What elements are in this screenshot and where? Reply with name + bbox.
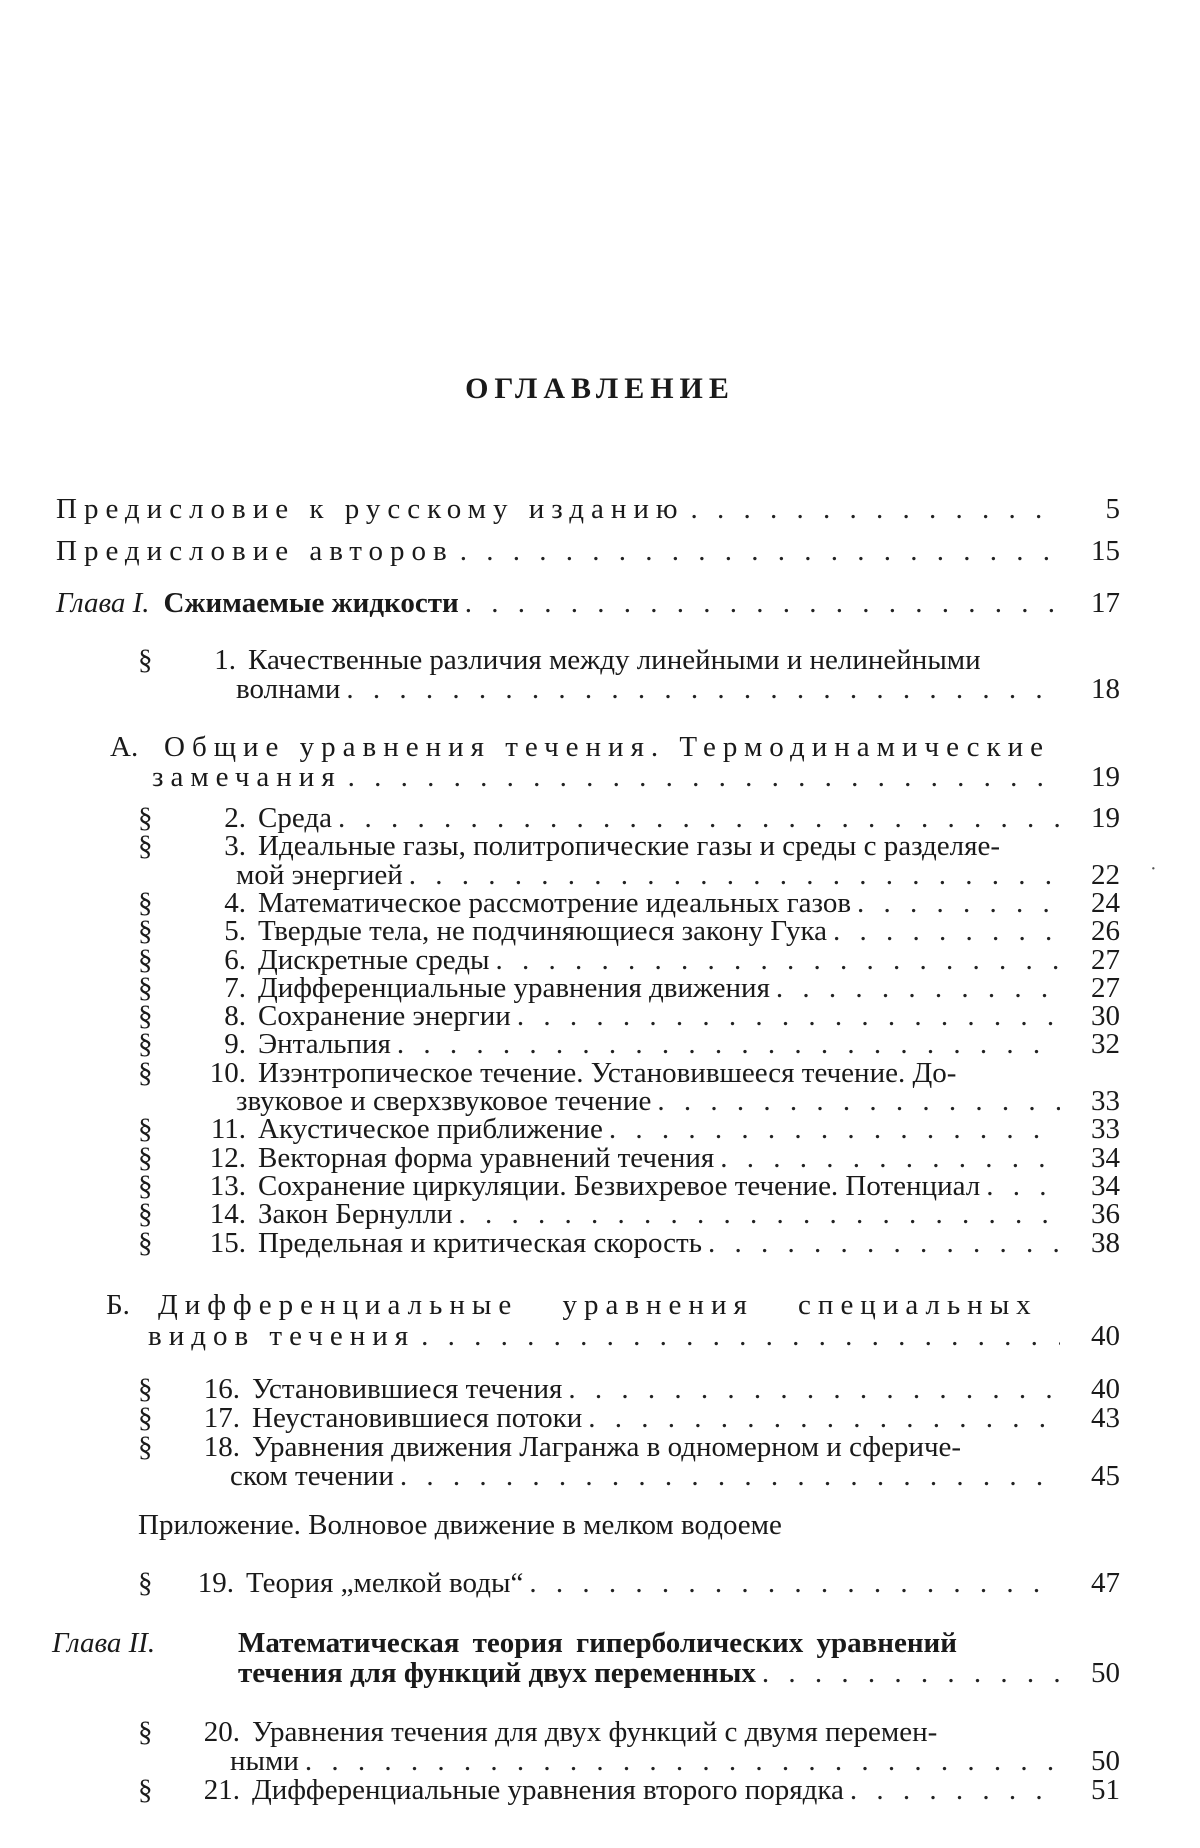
page-number: 26 — [1091, 915, 1120, 948]
dot-leader — [776, 973, 1060, 1003]
page-number: 27 — [1091, 971, 1120, 1004]
toc-section — [138, 1374, 1120, 1404]
toc-section — [138, 1058, 1058, 1088]
section-title: Дифференциальные уравнения второго порядка — [252, 1774, 844, 1806]
toc-section — [138, 1432, 1058, 1462]
toc-section — [138, 1171, 1120, 1201]
dot-leader — [517, 1001, 1060, 1031]
toc-part-b — [106, 1290, 1066, 1320]
toc-part-a — [110, 732, 1070, 762]
dot-leader — [857, 888, 1060, 918]
section-title: Идеальные газы, политропические газы и среды с разделяе- — [258, 830, 1001, 863]
chapter-title: Математическая теория гиперболических уравнений — [238, 1627, 957, 1659]
toc-section — [138, 1001, 1120, 1031]
dot-leader — [568, 1374, 1060, 1404]
section-sign: § — [138, 1056, 153, 1089]
toc-section — [138, 803, 1120, 833]
page-number: 51 — [1091, 1774, 1120, 1806]
toc-section-1 — [138, 645, 1058, 675]
chapter-title: Сжимаемые жидкости — [163, 587, 459, 619]
dot-leader — [397, 1029, 1060, 1059]
section-sign: § — [138, 802, 153, 834]
dot-leader — [465, 588, 1060, 618]
toc-section — [138, 945, 1120, 975]
section-number: 20. — [203, 1716, 240, 1748]
page-number: 33 — [1091, 1085, 1120, 1117]
page-number: 50 — [1091, 1657, 1120, 1689]
dot-leader — [762, 1658, 1060, 1688]
section-title-continuation: ском течении — [230, 1460, 394, 1492]
chapter-prefix: Глава II. — [52, 1627, 156, 1659]
section-number: 12. — [209, 1141, 246, 1174]
dot-leader — [720, 1143, 1060, 1173]
section-sign: § — [138, 886, 153, 919]
page-number: 19 — [1091, 761, 1120, 793]
section-number: 18. — [203, 1431, 240, 1463]
section-title-continuation: мой энергией — [236, 858, 403, 891]
section-sign: § — [138, 1141, 153, 1174]
page-number: 18 — [1091, 673, 1120, 705]
section-number: 10. — [209, 1056, 246, 1089]
dot-leader — [421, 1321, 1060, 1351]
section-title: Векторная форма уравнений течения — [258, 1141, 715, 1174]
toc-section-1-continuation — [236, 674, 1120, 704]
dot-leader — [348, 762, 1060, 792]
section-number: 3. — [224, 830, 246, 863]
part-title: Общие уравнения течения. Термодинамические — [164, 731, 1051, 763]
dot-leader — [986, 1171, 1060, 1201]
dot-leader — [609, 1114, 1060, 1144]
page-number: 36 — [1091, 1198, 1120, 1231]
section-sign: § — [138, 1431, 153, 1463]
part-title: Дифференциальные уравнения специальных — [158, 1289, 1038, 1321]
section-title: Сохранение энергии — [258, 1000, 511, 1033]
page-number: 5 — [1105, 493, 1120, 525]
scan-artifact: · — [1150, 858, 1157, 880]
section-number: 11. — [210, 1113, 246, 1146]
section-number: 15. — [209, 1226, 246, 1259]
appendix-title: Приложение. Волновое движение в мелком водоеме — [138, 1509, 782, 1541]
toc-section-19 — [138, 1568, 1120, 1598]
dot-leader — [346, 674, 1060, 704]
dot-leader — [657, 1086, 1060, 1116]
section-sign: § — [138, 1567, 153, 1599]
dot-leader — [833, 916, 1060, 946]
toc-section-continuation — [230, 1461, 1120, 1491]
toc-part-a-continuation — [152, 762, 1120, 792]
section-title: Твердые тела, не подчиняющиеся закону Гука — [258, 915, 828, 948]
toc-section — [138, 1403, 1120, 1433]
toc-section — [138, 1029, 1120, 1059]
page-number: 45 — [1091, 1460, 1120, 1492]
section-title: Уравнения течения для двух функций с двумя перемен- — [252, 1716, 938, 1748]
page-number: 17 — [1091, 587, 1120, 619]
section-title: Энтальпия — [258, 1028, 391, 1061]
page-number: 50 — [1091, 1745, 1120, 1777]
section-title: Предельная и критическая скорость — [258, 1226, 702, 1259]
section-title: Дифференциальные уравнения движения — [258, 971, 770, 1004]
toc-section — [138, 1775, 1120, 1805]
section-number: 2. — [224, 802, 246, 834]
page-number: 40 — [1091, 1320, 1120, 1352]
page-number: 32 — [1091, 1028, 1120, 1061]
section-title-continuation: ными — [230, 1745, 299, 1777]
section-title: Дискретные среды — [258, 943, 490, 976]
section-title: Уравнения движения Лагранжа в одномерном и сфериче- — [252, 1431, 962, 1463]
section-sign: § — [138, 1000, 153, 1033]
dot-leader — [588, 1403, 1060, 1433]
section-title: Неустановившиеся потоки — [252, 1402, 583, 1434]
toc-section — [138, 1717, 1058, 1747]
section-title: Установившиеся течения — [252, 1373, 563, 1405]
dot-leader — [850, 1775, 1060, 1805]
toc-entry-chapter-1 — [56, 588, 1120, 618]
page-number: 40 — [1091, 1373, 1120, 1405]
section-sign: § — [138, 915, 153, 948]
toc-section — [138, 1114, 1120, 1144]
section-title: Акустическое приближение — [258, 1113, 603, 1146]
toc-section-continuation — [236, 860, 1120, 890]
section-sign: § — [138, 1198, 153, 1231]
section-number: 13. — [209, 1169, 246, 1202]
chapter-prefix: Глава I. — [56, 587, 150, 619]
entry-label: Предисловие к русскому изданию — [56, 493, 685, 525]
part-title-continuation: видов течения — [148, 1320, 416, 1352]
section-sign: § — [138, 943, 153, 976]
section-sign: § — [138, 1716, 153, 1748]
page-number: 24 — [1091, 886, 1120, 919]
page-number: 34 — [1091, 1141, 1120, 1174]
section-sign: § — [138, 830, 153, 863]
section-sign: § — [138, 1226, 153, 1259]
entry-label: Предисловие авторов — [56, 535, 454, 567]
page-number: 30 — [1091, 1000, 1120, 1033]
page-number: 22 — [1091, 858, 1120, 891]
section-title: Изэнтропическое течение. Установившееся течение. До- — [258, 1056, 957, 1089]
toc-entry-chapter-2 — [52, 1628, 1072, 1658]
section-sign: § — [138, 1028, 153, 1061]
section-number: 6. — [224, 943, 246, 976]
chapter-title-continuation: течения для функций двух переменных — [238, 1657, 756, 1689]
section-sign: § — [138, 1402, 153, 1434]
toc-section — [138, 1199, 1120, 1229]
dot-leader — [708, 1228, 1060, 1258]
section-number: 8. — [224, 1000, 246, 1033]
page-number: 34 — [1091, 1169, 1120, 1202]
section-title: Закон Бернулли — [258, 1198, 453, 1231]
dot-leader — [459, 1199, 1060, 1229]
page-number: 15 — [1091, 535, 1120, 567]
dot-leader — [400, 1461, 1060, 1491]
section-number: 16. — [203, 1373, 240, 1405]
toc-section — [138, 1228, 1120, 1258]
section-number: 9. — [224, 1028, 246, 1061]
part-prefix: А. — [110, 731, 139, 763]
toc-part-b-continuation — [148, 1321, 1120, 1351]
section-title: Теория „мелкой воды“ — [246, 1567, 524, 1599]
section-title-continuation: волнами — [236, 673, 341, 705]
dot-leader — [409, 860, 1060, 890]
toc-appendix — [138, 1510, 1038, 1540]
toc-section — [138, 888, 1120, 918]
dot-leader — [338, 803, 1060, 833]
section-title: Сохранение циркуляции. Безвихревое течение. Потенциал — [258, 1169, 981, 1202]
section-number: 1. — [214, 644, 236, 676]
toc-entry-preface-russian — [56, 494, 1120, 524]
section-number: 21. — [203, 1774, 240, 1806]
dot-leader — [496, 945, 1060, 975]
toc-section-continuation — [230, 1746, 1120, 1776]
section-title-continuation: звуковое и сверхзвуковое течение — [236, 1085, 652, 1117]
page-number: 33 — [1091, 1113, 1120, 1146]
toc-entry-chapter-2-continuation — [238, 1658, 1120, 1688]
part-prefix: Б. — [106, 1289, 130, 1321]
page-number: 27 — [1091, 943, 1120, 976]
toc-section-continuation — [236, 1086, 1120, 1116]
dot-leader — [460, 536, 1060, 566]
toc-section — [138, 973, 1120, 1003]
dot-leader — [529, 1568, 1060, 1598]
section-sign: § — [138, 1774, 153, 1806]
section-sign: § — [138, 644, 153, 676]
section-number: 17. — [203, 1402, 240, 1434]
section-sign: § — [138, 1113, 153, 1146]
section-number: 7. — [224, 971, 246, 1004]
section-number: 19. — [197, 1567, 234, 1599]
toc-section — [138, 916, 1120, 946]
toc-section — [138, 1143, 1120, 1173]
section-number: 14. — [209, 1198, 246, 1231]
section-number: 4. — [224, 886, 246, 919]
page-number: 47 — [1091, 1567, 1120, 1599]
page-number: 38 — [1091, 1226, 1120, 1259]
section-sign: § — [138, 1169, 153, 1202]
section-number: 5. — [224, 915, 246, 948]
section-sign: § — [138, 1373, 153, 1405]
part-title-continuation: замечания — [152, 761, 342, 793]
section-sign: § — [138, 971, 153, 1004]
toc-entry-preface-authors — [56, 536, 1120, 566]
toc-section — [138, 831, 1058, 861]
page-title: ОГЛАВЛЕНИЕ — [465, 372, 735, 405]
section-title: Качественные различия между линейными и нелинейными — [248, 644, 981, 676]
page-number: 43 — [1091, 1402, 1120, 1434]
section-title: Математическое рассмотрение идеальных газов — [258, 886, 852, 919]
page-number: 19 — [1091, 802, 1120, 834]
section-title: Среда — [258, 802, 332, 834]
dot-leader — [305, 1746, 1060, 1776]
dot-leader — [691, 494, 1060, 524]
